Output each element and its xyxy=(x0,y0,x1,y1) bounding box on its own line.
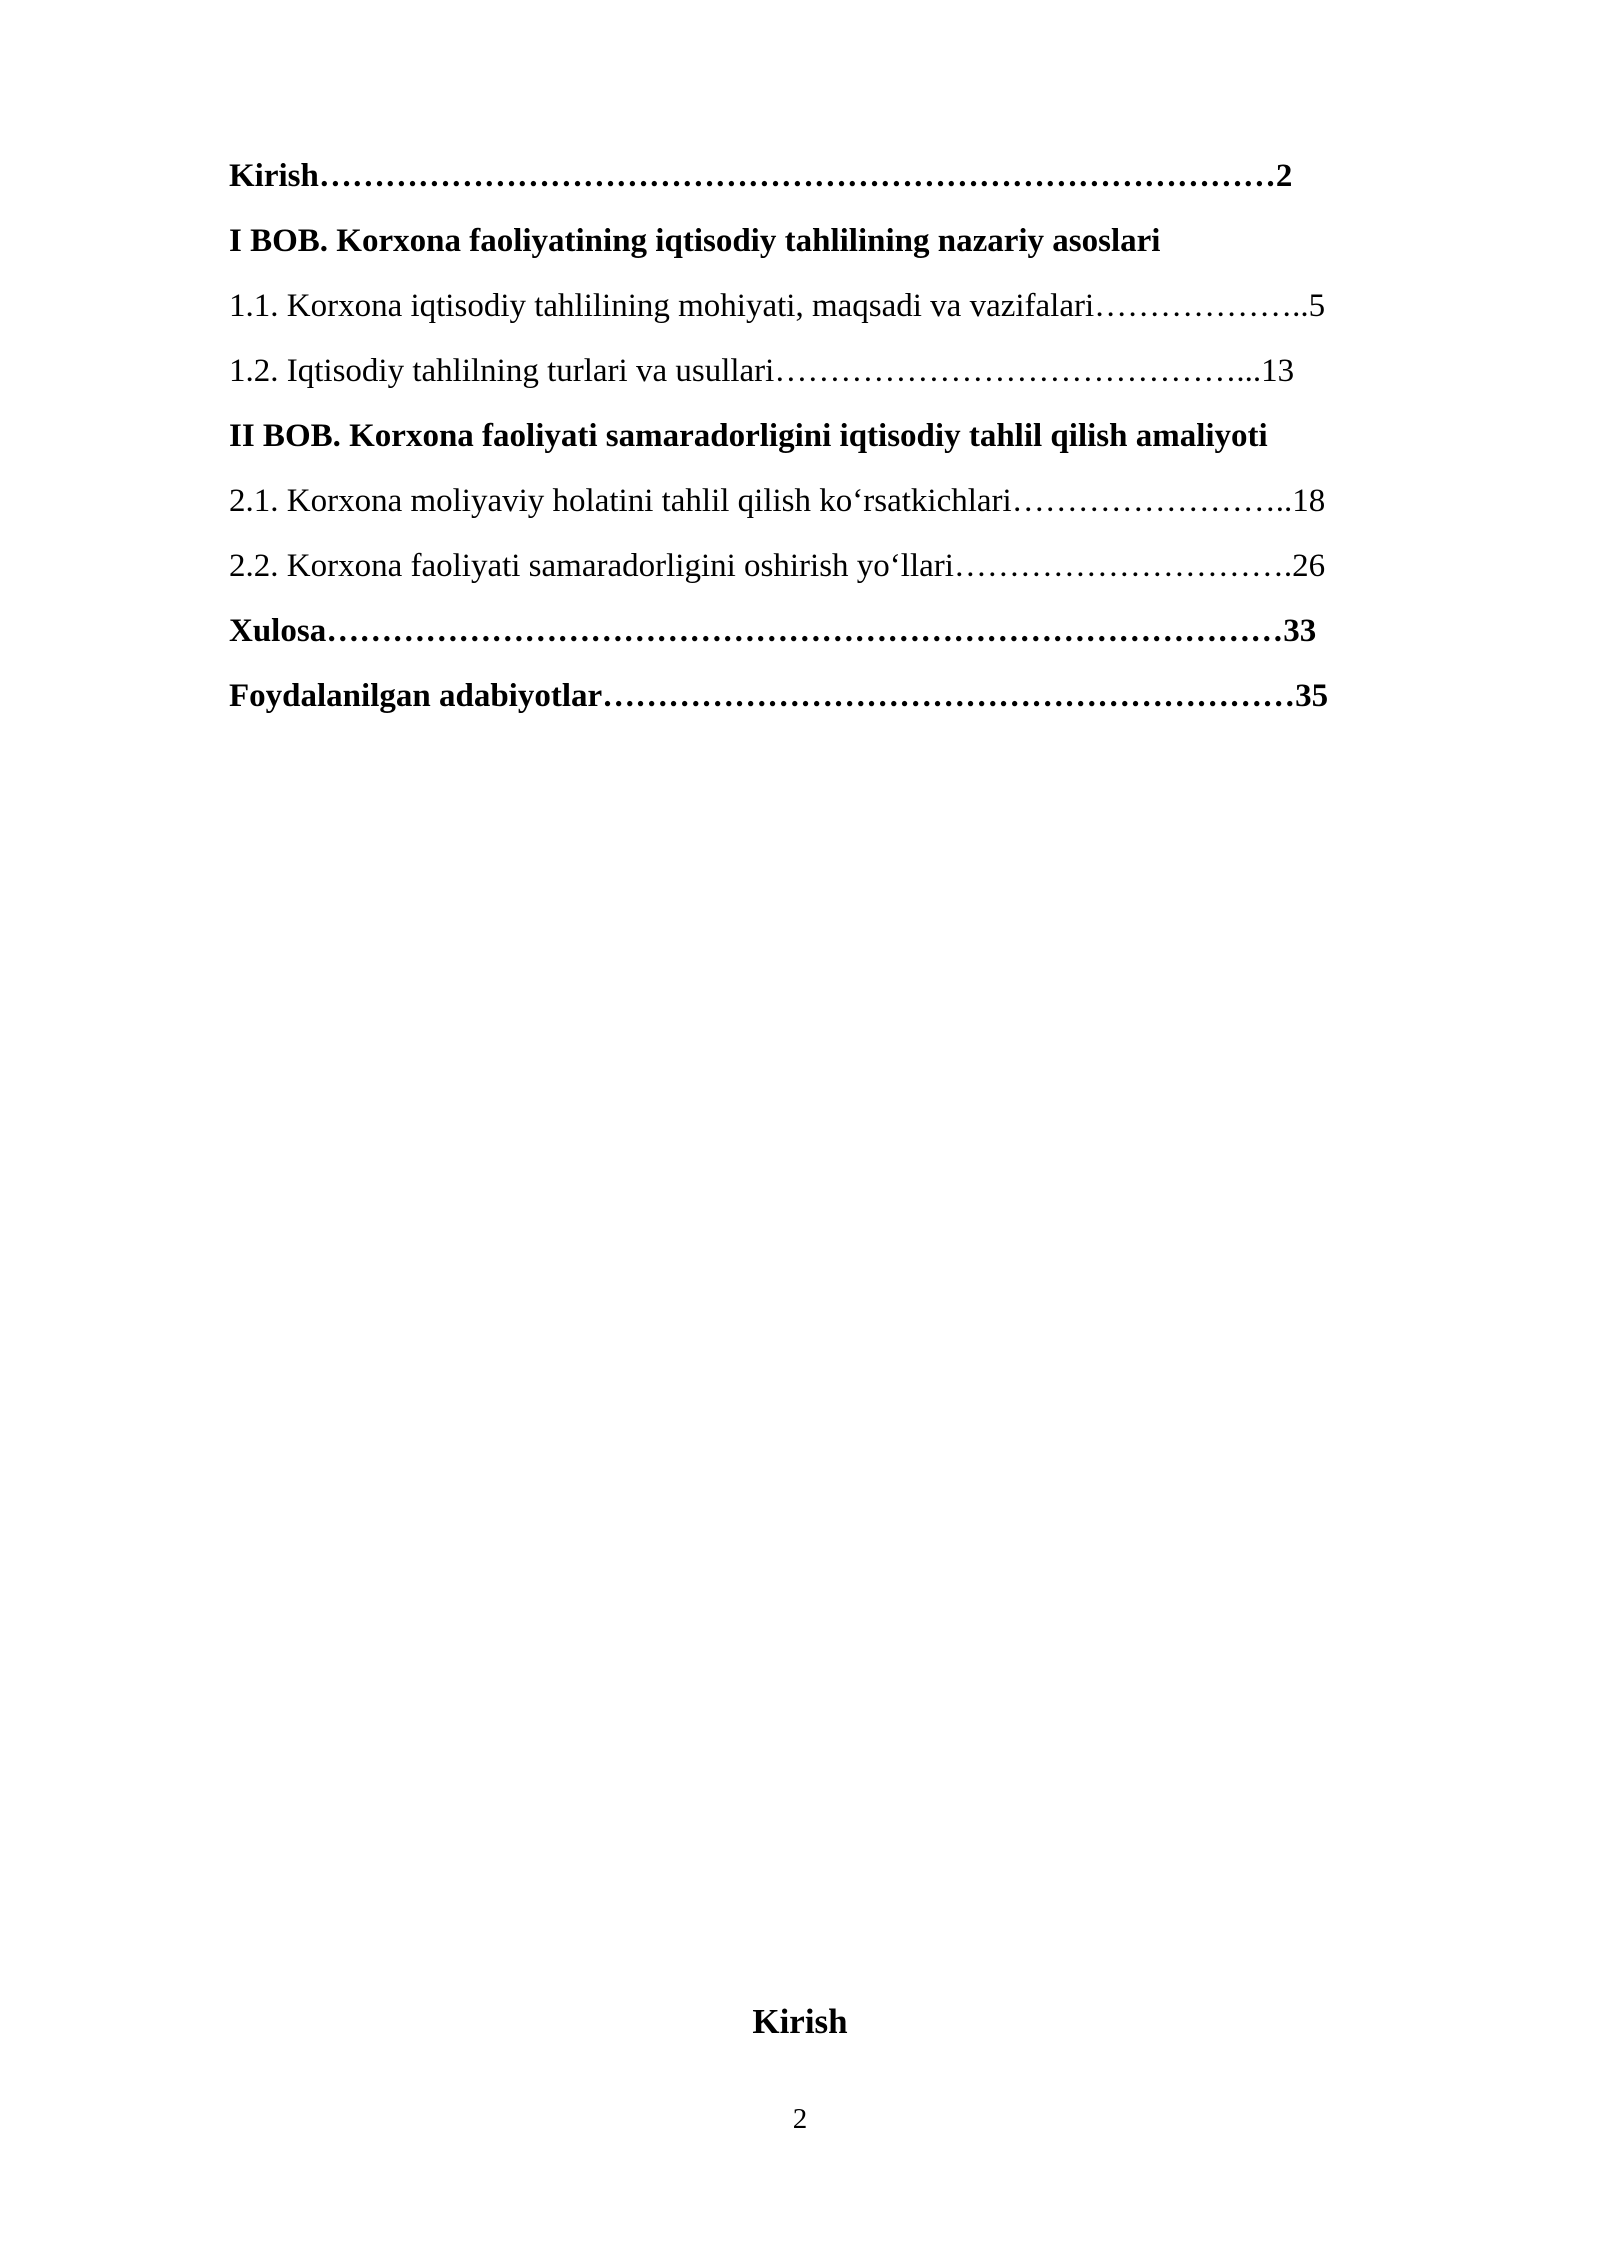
toc-entry-conclusion[interactable]: Xulosa……………………………………………………………………………33 xyxy=(229,613,1317,649)
section-heading: Kirish xyxy=(752,2002,848,2041)
page-number: 2 xyxy=(792,2103,808,2135)
toc-entry-chapter-2[interactable]: II BOB. Korxona faoliyati samaradorligini iqtisodiy tahlil qilish amaliyoti xyxy=(229,418,1268,454)
toc-entry-section-1-1[interactable]: 1.1. Korxona iqtisodiy tahlilining mohiyati, maqsadi va vazifalari………………..5 xyxy=(229,288,1326,324)
table-of-contents xyxy=(229,150,1489,735)
toc-entry-chapter-1[interactable]: I BOB. Korxona faoliyatining iqtisodiy tahlilining nazariy asoslari xyxy=(229,223,1161,259)
toc-entry-references[interactable]: Foydalanilgan adabiyotlar………………………………………………………35 xyxy=(229,678,1329,714)
toc-entry-section-2-1[interactable]: 2.1. Korxona moliyaviy holatini tahlil qilish ko‘rsatkichlari……………………..18 xyxy=(229,483,1326,519)
toc-entry-introduction[interactable]: Kirish……………………………………………………………………………2 xyxy=(229,158,1293,194)
toc-entry-section-1-2[interactable]: 1.2. Iqtisodiy tahlilning turlari va usullari……………………………………...13 xyxy=(229,353,1295,389)
toc-entry-section-2-2[interactable]: 2.2. Korxona faoliyati samaradorligini oshirish yo‘llari………………………….26 xyxy=(229,548,1326,584)
